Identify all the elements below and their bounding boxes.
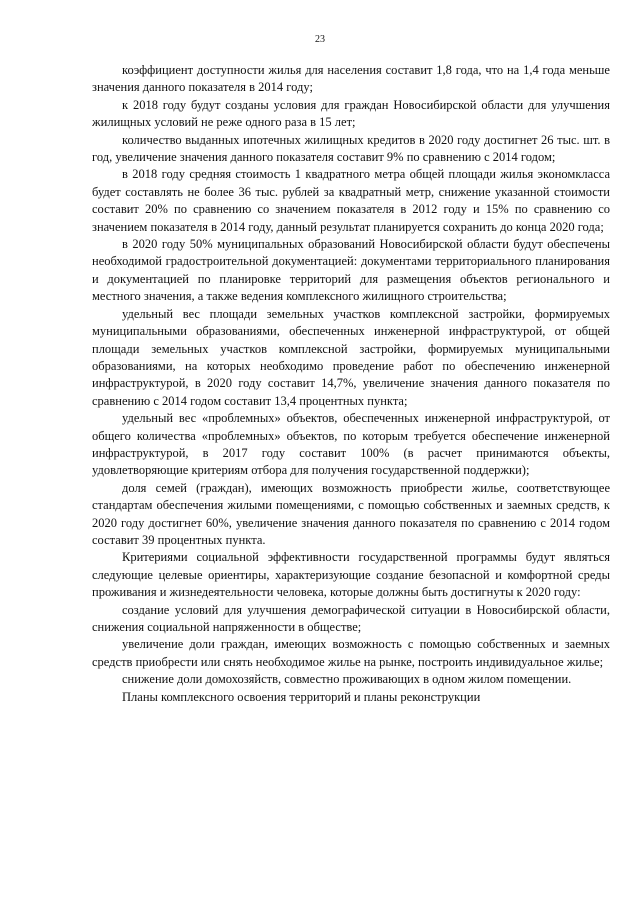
paragraph: доля семей (граждан), имеющих возможность приобрести жилье, соответствующее стандартам обеспечения жилыми помещениями, с помощью собственных и заемных средств, к 2020 году достигнет 60%, увеличение значения данного показателя по сравнению с 2014 годом составит 39 процентных пункта. <box>92 480 610 547</box>
paragraph: удельный вес площади земельных участков комплексной застройки, формируемых муниципальными образованиями, обеспеченных инженерной инфраструктурой, от общей площади земельных участков комплексной застройки, формируемых муниципальными образованиями, на которых необходимо проведение работ по обеспечению инженерной инфраструктурой, в 2020 году составит 14,7%, увеличение значения данного показателя по сравнению с 2014 годом составит 13,4 процентных пункта; <box>92 306 610 408</box>
page-number: 23 <box>315 34 325 45</box>
document-body <box>92 62 610 706</box>
paragraph: создание условий для улучшения демографической ситуации в Новосибирской области, снижения социальной напряженности в обществе; <box>92 602 610 634</box>
paragraph: в 2018 году средняя стоимость 1 квадратного метра общей площади жилья экономкласса будет составлять не более 36 тыс. рублей за квадратный метр, снижение указанной стоимости составит 20% по сравнению со значением показателя в 2012 году и 15% по сравнению со значением показателя в 2014 году, данный результат планируется сохранить до конца 2020 года; <box>92 167 610 234</box>
paragraph: коэффициент доступности жилья для населения составит 1,8 года, что на 1,4 года меньше значения данного показателя в 2014 году; <box>92 63 610 95</box>
paragraph: увеличение доли граждан, имеющих возможность с помощью собственных и заемных средств приобрести или снять необходимое жилье на рынке, построить индивидуальное жилье; <box>92 637 610 669</box>
paragraph: к 2018 году будут созданы условия для граждан Новосибирской области для улучшения жилищных условий не реже одного раза в 15 лет; <box>92 97 610 130</box>
paragraph: снижение доли домохозяйств, совместно проживающих в одном жилом помещении. <box>122 672 572 687</box>
paragraph: Критериями социальной эффективности государственной программы будут являться следующие целевые ориентиры, характеризующие создание безопасной и комфортной среды проживания и жизнедеятельности человека, которые должны быть достигнуты к 2020 году: <box>92 550 610 600</box>
paragraph: удельный вес «проблемных» объектов, обеспеченных инженерной инфраструктурой, от общего количества «проблемных» объектов, по которым требуется обеспечение инженерной инфраструктурой, в 2017 году составит 100% (в расчет принимаются объекты, удовлетворяющие критериям отбора для получения государственной поддержки); <box>92 411 610 478</box>
paragraph: Планы комплексного освоения территорий и планы реконструкции <box>122 689 481 704</box>
paragraph: количество выданных ипотечных жилищных кредитов в 2020 году достигнет 26 тыс. шт. в год, увеличение значения данного показателя составит 9% по сравнению с 2014 годом; <box>92 132 610 165</box>
paragraph: в 2020 году 50% муниципальных образований Новосибирской области будут обеспечены необходимой градостроительной документацией: документами территориального планирования и документацией по планировке территорий для размещения объектов регионального и местного значения, а также ведения комплексного жилищного строительства; <box>92 237 610 304</box>
